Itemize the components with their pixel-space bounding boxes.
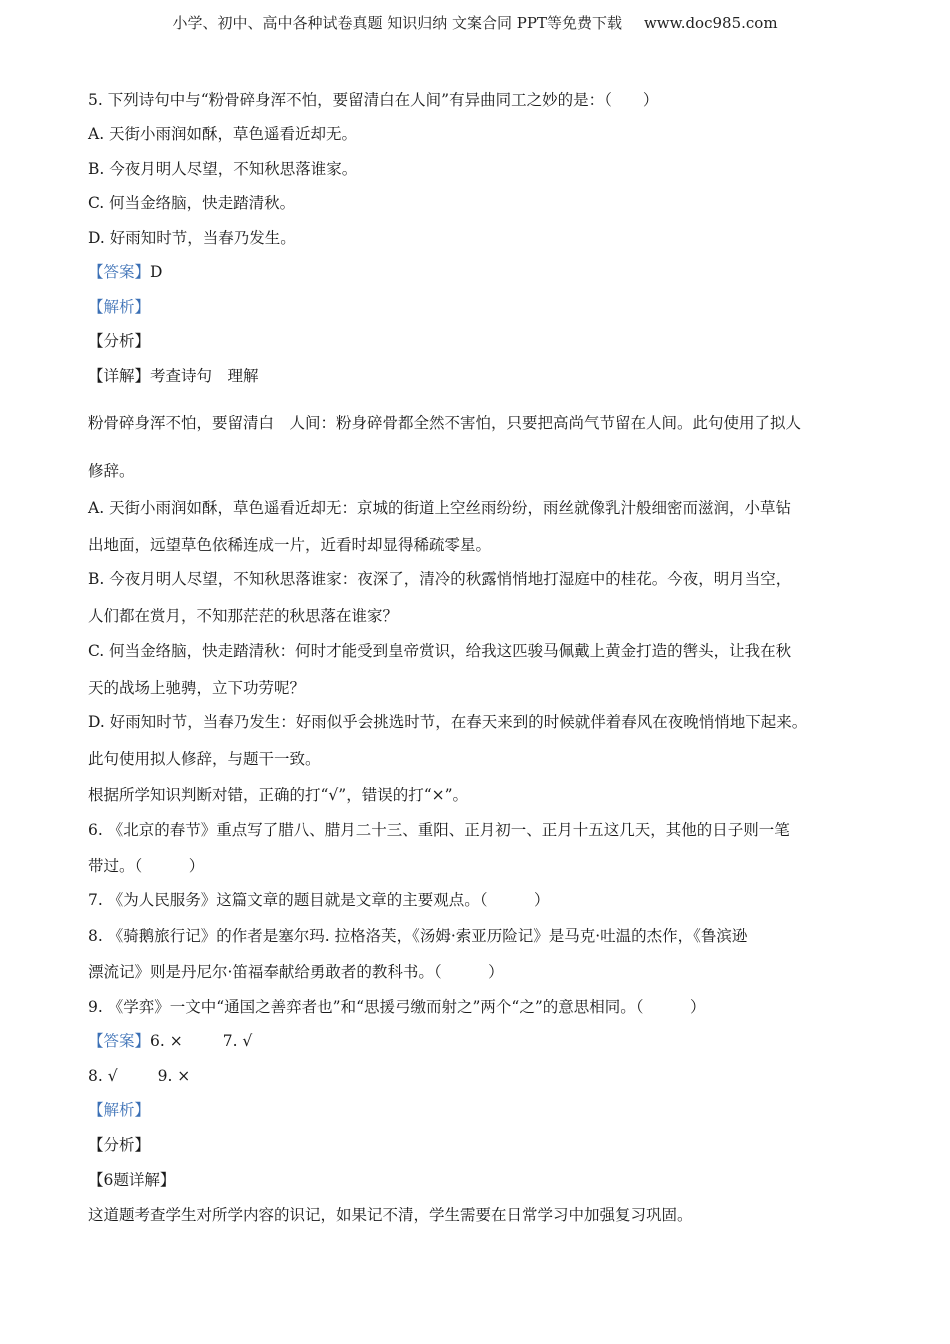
q5-explanation-line: 人们都在赏月，不知那茫茫的秋思落在谁家？: [88, 607, 399, 625]
tf-detail6-text: 这道题考查学生对所学内容的识记，如果记不清，学生需要在日常学习中加强复习巩固。: [88, 1206, 693, 1224]
tf-answer-row2: [88, 1066, 190, 1086]
tf-answer: [88, 1031, 252, 1051]
answer-6: 6. ×: [150, 1032, 183, 1050]
q5-answer: [88, 262, 162, 282]
answer-7: 7. √: [222, 1032, 253, 1050]
tf-fenxi: 【分析】: [88, 1136, 151, 1154]
q5-option-b: B. 今夜月明人尽望，不知秋思落谁家。: [88, 160, 358, 178]
q5-explanation-line: 出地面，远望草色依稀连成一片，近看时却显得稀疏零星。: [88, 536, 492, 554]
page-header: [0, 12, 950, 33]
q5-explanation-line: 天的战场上驰骋，立下功劳呢？: [88, 679, 306, 697]
tf-question-line: 带过。（ ）: [88, 857, 205, 875]
tf-question-line: 9. 《学弈》一文中“通国之善弈者也”和“思援弓缴而射之”两个“之”的意思相同。（ ）: [88, 998, 706, 1016]
q5-option-d: D. 好雨知时节，当春乃发生。: [88, 229, 296, 247]
header-text: 小学、初中、高中各种试卷真题 知识归纳 文案合同 PPT等免费下载: [172, 14, 622, 32]
q5-explanation-line: A. 天街小雨润如酥，草色遥看近却无：京城的街道上空丝雨纷纷，雨丝就像乳汁般细密而滋润，小草钻: [88, 499, 792, 517]
q5-option-a: A. 天街小雨润如酥，草色遥看近却无。: [88, 125, 358, 143]
q5-explanation-line: 粉骨碎身浑不怕，要留清白 人间：粉身碎骨都全然不害怕，只要把高尚气节留在人间。此句使用了拟人: [88, 414, 802, 432]
q5-analysis-tag: 【解析】: [88, 298, 151, 316]
answer-tag: 【答案】: [88, 1032, 151, 1050]
header-site-link[interactable]: www.doc985.com: [643, 14, 778, 32]
tf-question-line: 漂流记》则是丹尼尔·笛福奉献给勇敢者的教科书。（ ）: [88, 963, 504, 981]
answer-8: 8. √: [88, 1067, 118, 1085]
q5-fenxi: 【分析】: [88, 332, 151, 350]
tf-detail6: 【6题详解】: [88, 1171, 176, 1189]
tf-question-line: 6. 《北京的春节》重点写了腊八、腊月二十三、重阳、正月初一、正月十五这几天，其他的日子则一笔: [88, 821, 790, 839]
q5-explanation-line: B. 今夜月明人尽望，不知秋思落谁家：夜深了，清冷的秋露悄悄地打湿庭中的桂花。今夜，明月当空，: [88, 570, 792, 588]
tf-instruction: 根据所学知识判断对错，正确的打“√”，错误的打“×”。: [88, 786, 469, 804]
q5-question: 5. 下列诗句中与“粉骨碎身浑不怕，要留清白在人间”有异曲同工之妙的是：（ ）: [88, 91, 659, 109]
q5-explanation-line: 此句使用拟人修辞，与题干一致。: [88, 750, 321, 768]
q5-explanation-line: D. 好雨知时节，当春乃发生：好雨似乎会挑选时节，在春天来到的时候就伴着春风在夜晚悄悄地下起来。: [88, 713, 808, 731]
q5-option-c: C. 何当金络脑，快走踏清秋。: [88, 194, 296, 212]
tf-question-line: 8. 《骑鹅旅行记》的作者是塞尔玛. 拉格洛芙，《汤姆·索亚历险记》是马克·吐温的杰作，《鲁滨逊: [88, 927, 748, 945]
answer-9: 9. ×: [157, 1067, 191, 1085]
q5-detail: 【详解】考查诗句 理解: [88, 367, 259, 385]
q5-explanation-line: C. 何当金络脑，快走踏清秋：何时才能受到皇帝赏识，给我这匹骏马佩戴上黄金打造的辔头，让我在秋: [88, 642, 792, 660]
answer-tag: 【答案】: [88, 263, 151, 281]
q5-explanation-line: 修辞。: [88, 462, 135, 480]
tf-analysis-tag: 【解析】: [88, 1101, 151, 1119]
tf-question-line: 7. 《为人民服务》这篇文章的题目就是文章的主要观点。（ ）: [88, 891, 550, 909]
answer-value: D: [150, 263, 163, 281]
